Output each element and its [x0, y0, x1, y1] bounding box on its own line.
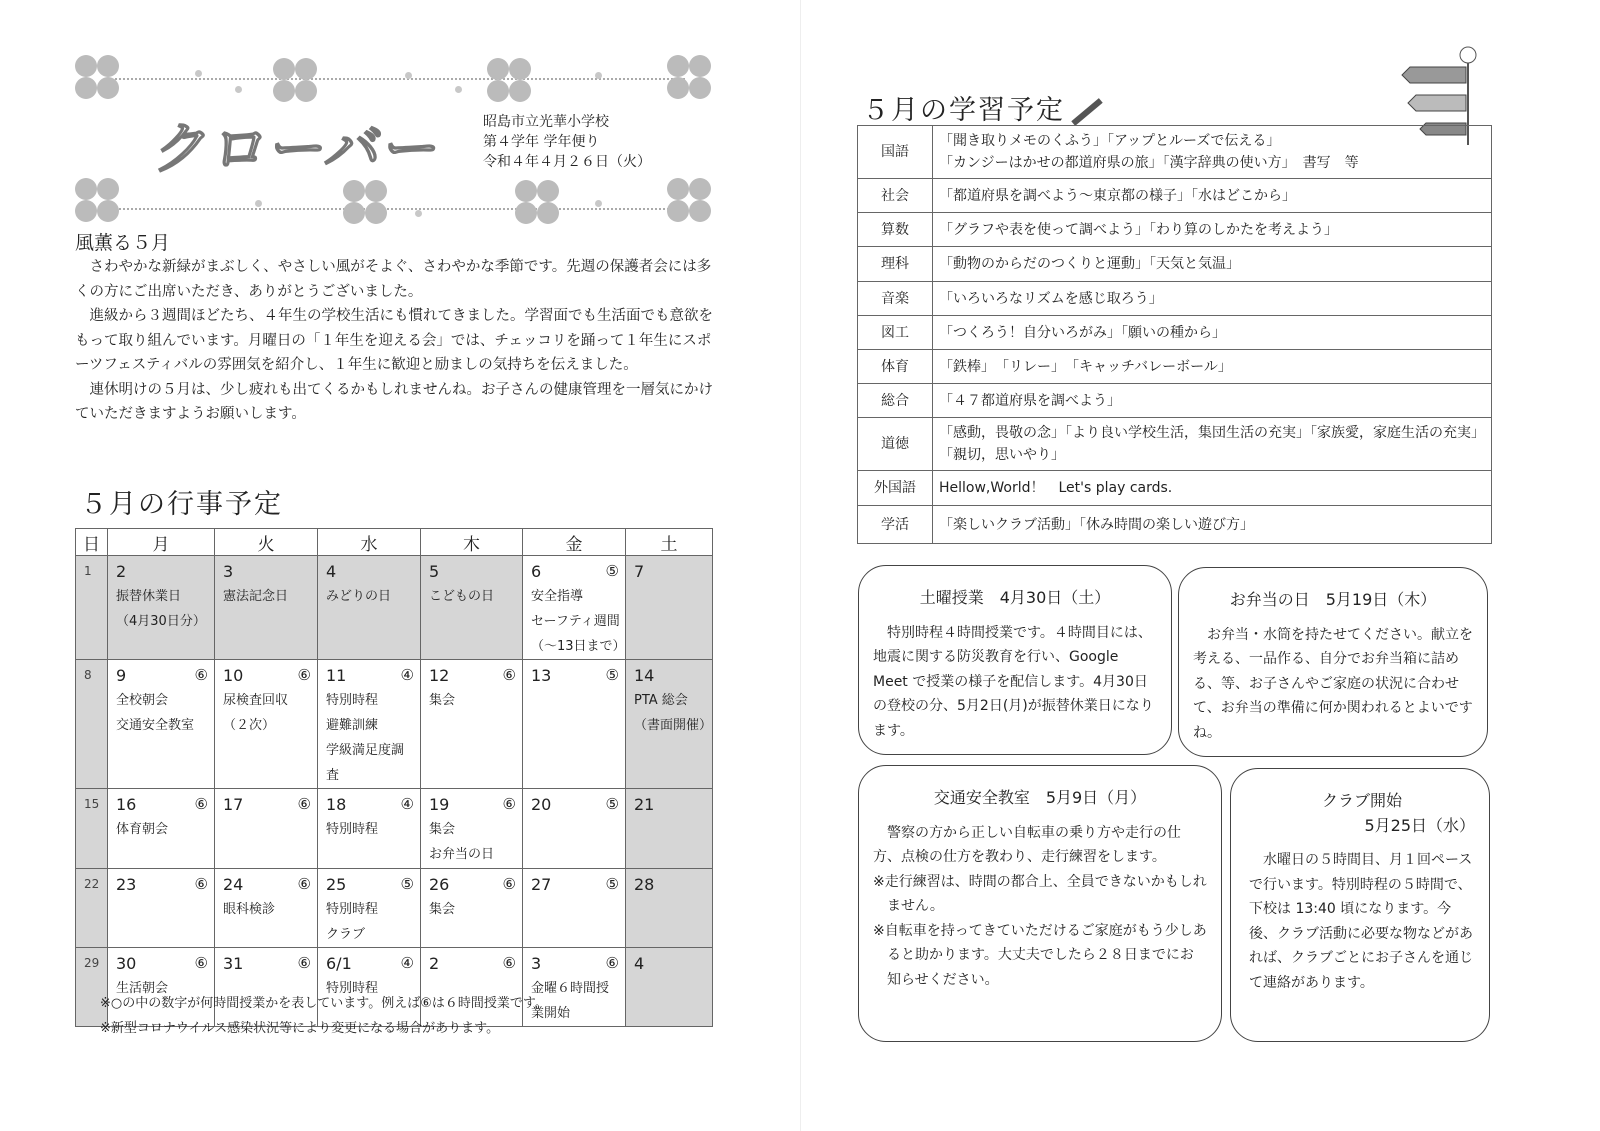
day-number: 18	[326, 795, 347, 814]
class-hours: ⑤	[605, 875, 619, 893]
page-fold	[800, 0, 801, 1131]
clover-icon	[273, 58, 319, 104]
day-number: 4	[326, 562, 337, 581]
day-number: 30	[116, 954, 137, 973]
clover-icon	[515, 180, 561, 226]
calendar-day	[626, 948, 713, 1027]
class-hours: ⑥	[502, 954, 516, 972]
day-number: 28	[634, 875, 655, 894]
weekday-header: 火	[215, 529, 318, 556]
study-row	[858, 384, 1492, 418]
calendar-day	[76, 660, 108, 789]
intro-heading: 風薫る５月	[75, 232, 171, 254]
study-row	[858, 506, 1492, 544]
calendar-day	[215, 789, 318, 869]
calendar-day	[421, 948, 523, 1027]
event-calendar	[75, 528, 713, 1027]
day-number: 4	[634, 954, 645, 973]
study-content	[933, 384, 1492, 418]
class-hours: ④	[400, 666, 414, 684]
subject: 音楽	[858, 282, 933, 316]
study-content	[933, 418, 1492, 471]
day-number: 29	[84, 956, 100, 970]
calendar-day	[215, 556, 318, 660]
box-text: 特別時程４時間授業です。４時間目には、地震に関する防災教育を行い、Google Meet で授業の様子を配信します。4月30日の登校の分、5月2日(月)が振替休業日になります。	[873, 624, 1154, 739]
study-topic: 「いろいろなリズムを感じ取ろう」	[939, 290, 1163, 307]
day-number: 19	[429, 795, 450, 814]
day-number: 3	[531, 954, 542, 973]
calendar-day	[421, 660, 523, 789]
class-hours: ⑥	[194, 875, 208, 893]
study-topic: Hellow,World！ Let's play cards.	[939, 480, 1173, 496]
box-title: 交通安全教室 5月9日（月）	[933, 788, 1147, 807]
clover-icon	[667, 55, 713, 101]
box-subtitle: 5月25日（水）	[1364, 815, 1475, 835]
calendar-day	[318, 869, 421, 948]
calendar-event: （～13日まで）	[531, 639, 626, 654]
intro-paragraph: 連休明けの５月は、少し疲れも出てくるかもしれませんね。お子さんの健康管理を一層気にかけていただきますようお願いします。	[75, 381, 713, 422]
study-row	[858, 350, 1492, 384]
calendar-note: ※新型コロナウイルス感染状況等により変更になる場合があります。	[100, 1021, 500, 1036]
calendar-event: 集会	[429, 822, 456, 837]
study-row	[858, 471, 1492, 506]
subject: 道徳	[858, 418, 933, 471]
vine-bottom	[115, 208, 685, 210]
intro-body	[75, 255, 723, 427]
info-box-bento-day	[1178, 567, 1488, 757]
class-hours: ⑥	[605, 954, 619, 972]
study-topic: 「動物のからだのつくりと運動」「天気と気温」	[939, 256, 1240, 272]
day-number: 11	[326, 666, 347, 685]
box-title: クラブ開始	[1321, 791, 1402, 810]
study-row	[858, 126, 1492, 179]
calendar-day	[421, 556, 523, 660]
calendar-event: 集会	[429, 693, 456, 708]
day-number: 27	[531, 875, 552, 894]
study-plan-table	[857, 125, 1492, 544]
calendar-event: 憲法記念日	[223, 589, 289, 604]
study-content	[933, 316, 1492, 350]
weekday-header: 水	[318, 529, 421, 556]
calendar-event: （書面開催）	[634, 718, 713, 733]
day-number: 2	[429, 954, 440, 973]
calendar-event: セーフティ週間	[531, 614, 620, 629]
subject: 理科	[858, 247, 933, 282]
subject: 体育	[858, 350, 933, 384]
study-topic: 「グラフや表を使って調べよう」「わり算のしかたを考えよう」	[939, 221, 1338, 238]
class-hours: ④	[400, 795, 414, 813]
day-number: 2	[116, 562, 127, 581]
calendar-day	[626, 556, 713, 660]
calendar-event: （２次）	[223, 718, 276, 733]
calendar-day	[626, 869, 713, 948]
calendar-event: 業開始	[531, 1006, 571, 1021]
calendar-event: 特別時程	[326, 981, 379, 996]
calendar-event: 眼科検診	[223, 902, 276, 917]
day-number: 26	[429, 875, 450, 894]
subject: 総合	[858, 384, 933, 418]
calendar-day	[523, 789, 626, 869]
clover-icon	[75, 178, 121, 224]
class-hours: ⑥	[502, 795, 516, 813]
calendar-event: （4月30日分）	[116, 614, 206, 629]
class-hours: ⑥	[297, 666, 311, 684]
calendar-day	[76, 869, 108, 948]
day-number: 24	[223, 875, 244, 894]
class-hours: ⑤	[400, 875, 414, 893]
study-content	[933, 179, 1492, 213]
study-topic: 「鉄棒」 「リレー」 「キャッチバレーボール」	[939, 358, 1232, 375]
class-hours: ⑥	[194, 666, 208, 684]
intro-paragraph: 進級から３週間ほどたち、４年生の学校生活にも慣れてきました。学習面でも生活面でも意欲をもって取り組んでいます。月曜日の「１年生を迎える会」では、チェッコリを踊って１年生にスポーツフェスティバルの雰囲気を紹介し、１年生に歓迎と励ましの気持ちを伝えました。	[75, 308, 713, 373]
calendar-event: 生活朝会	[116, 981, 169, 996]
calendar-event: 尿検査回収	[223, 693, 289, 708]
study-row	[858, 213, 1492, 247]
day-number: 10	[223, 666, 244, 685]
subject: 算数	[858, 213, 933, 247]
study-row	[858, 179, 1492, 213]
class-hours: ⑤	[605, 666, 619, 684]
box-note: ※走行練習は、時間の都合上、全員できないかもしれません。	[873, 873, 1207, 914]
day-number: 12	[429, 666, 450, 685]
subject: 国語	[858, 126, 933, 179]
box-text: お弁当・水筒を持たせてください。献立を考える、一品作る、自分でお弁当箱に詰める、等、お子さんやご家庭の状況に合わせて、お弁当の準備に何か関われるとよいですね。	[1193, 626, 1473, 741]
calendar-event: 集会	[429, 902, 456, 917]
calendar-day	[318, 948, 421, 1027]
day-number: 15	[84, 797, 100, 811]
class-hours: ⑥	[502, 666, 516, 684]
study-content	[933, 213, 1492, 247]
study-content	[933, 126, 1492, 179]
day-number: 6/1	[326, 954, 352, 973]
calendar-event: 避難訓練	[326, 718, 379, 733]
subject: 社会	[858, 179, 933, 213]
day-number: 1	[84, 564, 92, 578]
calendar-event: 特別時程	[326, 822, 379, 837]
study-row	[858, 282, 1492, 316]
day-number: 6	[531, 562, 542, 581]
weekday-header: 土	[626, 529, 713, 556]
calendar-week	[76, 869, 713, 948]
calendar-event: 振替休業日	[116, 589, 182, 604]
calendar-day	[626, 789, 713, 869]
study-row	[858, 418, 1492, 471]
day-number: 31	[223, 954, 244, 973]
class-hours: ⑥	[297, 795, 311, 813]
study-topic: 「カンジーはかせの都道府県の旅」「漢字辞典の使い方」 書写 等	[939, 155, 1359, 171]
calendar-day	[108, 948, 215, 1027]
calendar-day	[215, 660, 318, 789]
calendar-event: 特別時程	[326, 902, 379, 917]
study-plan-title-text: ５月の学習予定	[862, 95, 1065, 126]
calendar-event: クラブ	[326, 927, 366, 942]
calendar-event: 金曜６時間授	[531, 981, 610, 996]
calendar-day	[215, 948, 318, 1027]
newsletter-header	[75, 50, 725, 225]
calendar-day	[76, 789, 108, 869]
day-number: 23	[116, 875, 137, 894]
class-hours: ⑥	[297, 875, 311, 893]
calendar-event: 体育朝会	[116, 822, 169, 837]
class-hours: ⑥	[502, 875, 516, 893]
study-row	[858, 316, 1492, 350]
calendar-event: 全校朝会	[116, 693, 169, 708]
subject: 学活	[858, 506, 933, 544]
study-plan-title	[862, 88, 1105, 127]
day-number: 3	[223, 562, 234, 581]
issue-date: 令和４年４月２６日（火）	[483, 154, 651, 170]
study-topic: 「都道府県を調べよう～東京都の様子」「水はどこから」	[939, 187, 1296, 204]
intro-paragraph: さわやかな新緑がまぶしく、やさしい風がそよぐ、さわやかな季節です。先週の保護者会には多くの方にご出席いただき、ありがとうございました。	[75, 259, 712, 300]
calendar-title: ５月の行事予定	[80, 489, 283, 520]
weekday-header: 月	[108, 529, 215, 556]
school-info	[483, 112, 651, 172]
calendar-week	[76, 556, 713, 660]
calendar-day	[523, 948, 626, 1027]
calendar-day	[318, 789, 421, 869]
calendar-day	[76, 556, 108, 660]
box-title: お弁当の日 5月19日（木）	[1229, 590, 1437, 609]
calendar-event: 交通安全教室	[116, 718, 195, 733]
study-topic: 「４７都道府県を調べよう」	[939, 392, 1121, 409]
study-content	[933, 247, 1492, 282]
study-topic: 「つくろう！自分いろがみ」「願いの種から」	[939, 324, 1226, 341]
day-number: 17	[223, 795, 244, 814]
calendar-event: 安全指導	[531, 589, 584, 604]
study-content	[933, 506, 1492, 544]
class-hours: ⑤	[605, 795, 619, 813]
pencil-icon	[1071, 98, 1102, 126]
calendar-day	[108, 869, 215, 948]
box-title: 土曜授業 4月30日（土）	[919, 588, 1111, 607]
calendar-event: PTA 総会	[634, 693, 688, 708]
calendar-day	[108, 789, 215, 869]
weekday-header: 日	[76, 529, 108, 556]
calendar-day	[108, 556, 215, 660]
class-hours: ⑤	[605, 562, 619, 580]
day-number: 20	[531, 795, 552, 814]
grade-label: 第４学年 学年便り	[483, 134, 600, 150]
calendar-day	[523, 869, 626, 948]
calendar-day	[318, 660, 421, 789]
day-number: 21	[634, 795, 655, 814]
info-box-traffic-safety	[858, 765, 1222, 1042]
day-number: 9	[116, 666, 127, 685]
class-hours: ④	[400, 954, 414, 972]
day-number: 13	[531, 666, 552, 685]
day-number: 22	[84, 877, 100, 891]
box-note: ※自転車を持ってきていただけるご家庭がもう少しあると助かります。大丈夫でしたら２８日までにお知らせください。	[873, 922, 1207, 988]
day-number: 5	[429, 562, 440, 581]
weekday-header: 金	[523, 529, 626, 556]
info-box-club-start	[1230, 768, 1490, 1042]
study-content	[933, 350, 1492, 384]
school-name: 昭島市立光華小学校	[483, 114, 609, 130]
calendar-week	[76, 948, 713, 1027]
clover-icon	[487, 58, 533, 104]
clover-icon	[667, 178, 713, 224]
newsletter-logo: クローバー	[149, 117, 447, 182]
calendar-day	[626, 660, 713, 789]
calendar-week	[76, 660, 713, 789]
calendar-day	[76, 948, 108, 1027]
calendar-day	[523, 660, 626, 789]
calendar-event: 学級満足度調査	[326, 743, 405, 783]
day-number: 16	[116, 795, 137, 814]
class-hours: ⑥	[194, 954, 208, 972]
day-number: 25	[326, 875, 347, 894]
study-row	[858, 247, 1492, 282]
study-content	[933, 471, 1492, 506]
day-number: 14	[634, 666, 655, 685]
subject: 図工	[858, 316, 933, 350]
study-topic: 「感動，畏敬の念」「より良い学校生活，集団生活の充実」「家族愛，家庭生活の充実」「親切，思いやり」	[939, 425, 1485, 463]
info-box-saturday-class	[858, 565, 1172, 755]
study-topic: 「聞き取りメモのくふう」「アップとルーズで伝える」	[939, 133, 1281, 149]
calendar-event: こどもの日	[429, 589, 495, 604]
calendar-event: 特別時程	[326, 693, 379, 708]
subject: 外国語	[858, 471, 933, 506]
calendar-day	[421, 869, 523, 948]
calendar-day	[523, 556, 626, 660]
weekday-header: 木	[421, 529, 523, 556]
box-text: 水曜日の５時間目、月１回ペースで行います。特別時程の５時間で、下校は 13:40 頃になります。今後、クラブ活動に必要な物などがあれば、クラブごとにお子さんを通じて連絡があります。	[1249, 852, 1473, 991]
clover-icon	[75, 55, 121, 101]
calendar-day	[318, 556, 421, 660]
calendar-day	[215, 869, 318, 948]
calendar-note: ※○の中の数字が何時間授業かを表しています。例えば⑥は６時間授業です。	[100, 996, 548, 1011]
clover-icon	[343, 180, 389, 226]
day-number: 8	[84, 668, 92, 682]
study-topic: 「楽しいクラブ活動」「休み時間の楽しい遊び方」	[939, 516, 1254, 533]
calendar-day	[421, 789, 523, 869]
day-number: 7	[634, 562, 645, 581]
calendar-event: みどりの日	[326, 589, 392, 604]
class-hours: ⑥	[297, 954, 311, 972]
study-content	[933, 282, 1492, 316]
calendar-day	[108, 660, 215, 789]
calendar-event: お弁当の日	[429, 847, 495, 862]
box-text: 警察の方から正しい自転車の乗り方や走行の仕方、点検の仕方を教わり、走行練習をします。	[873, 824, 1181, 865]
calendar-week	[76, 789, 713, 869]
class-hours: ⑥	[194, 795, 208, 813]
